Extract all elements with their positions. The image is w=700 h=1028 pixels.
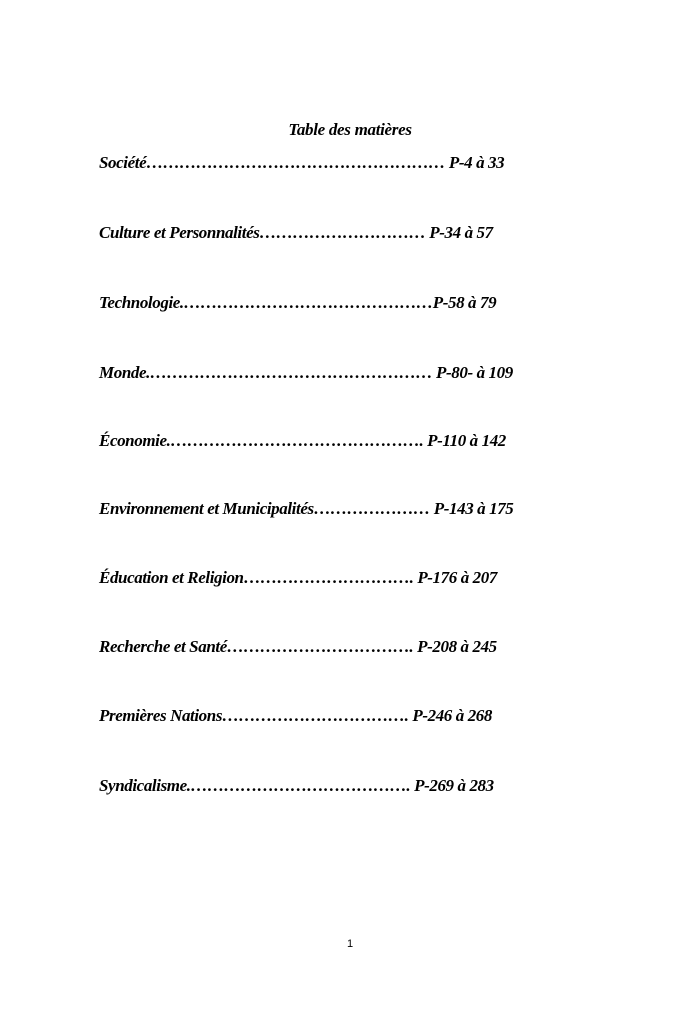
toc-entry-education: Éducation et Religion…………………………. P-176 à 207 xyxy=(99,568,497,587)
toc-entry-societe: Société……………………………………………… P-4 à 33 xyxy=(99,153,505,172)
toc-entry-culture: Culture et Personnalités………………………… P-34 à 57 xyxy=(99,223,493,242)
page-title: Table des matières xyxy=(288,120,412,139)
toc-entry-premieres-nations: Premières Nations……………………………. P-246 à 268 xyxy=(99,706,493,725)
toc-entry-economie: Économie.………………………………………. P-110 à 142 xyxy=(99,431,506,450)
page-number: 1 xyxy=(346,938,354,950)
toc-entry-technologie: Technologie.………………………………………P-58 à 79 xyxy=(99,293,497,312)
toc-entry-recherche: Recherche et Santé……………………………. P-208 à 245 xyxy=(99,637,497,656)
toc-entry-syndicalisme: Syndicalisme.…………………………………. P-269 à 283 xyxy=(99,776,494,795)
toc-entry-monde: Monde.…………………………………………… P-80- à 109 xyxy=(99,363,513,382)
toc-entry-environnement: Environnement et Municipalités………………… P-143 à 175 xyxy=(99,499,514,518)
